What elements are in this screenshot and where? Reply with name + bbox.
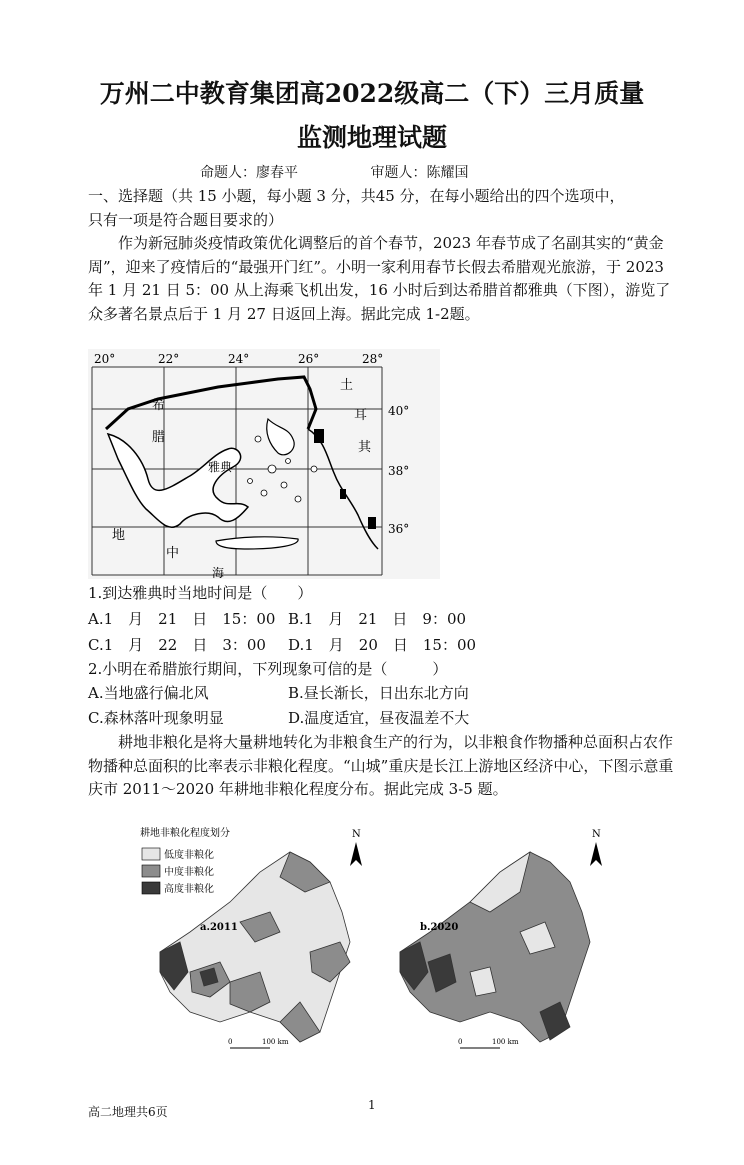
legend-item-mid: 中度非粮化: [164, 867, 214, 878]
q2-option-c: C.森林落叶现象明显: [88, 709, 224, 727]
scale-length: 100 km: [262, 1038, 289, 1046]
title-line-1: 万州二中教育集团高2022级高二（下）三月质量: [99, 79, 645, 108]
sea-label: 中: [166, 546, 180, 561]
lon-label: 20°: [94, 352, 116, 366]
passage-2: [88, 731, 676, 802]
legend-title: 耕地非粮化程度划分: [140, 828, 230, 839]
legend-swatch-high: [142, 882, 160, 894]
greece-map: [88, 349, 440, 579]
section-line-2: 只有一项是符合题目要求的）: [88, 210, 284, 229]
turkey-label: 土: [340, 378, 354, 393]
q1-option-d: D.1 月 20 日 15：00: [288, 636, 477, 654]
reviewer: 审题人：陈耀国: [370, 165, 469, 181]
passage-2-line: 耕地非粮化是将大量耕地转化为非粮食生产的行为，以非粮食作物: [118, 733, 554, 751]
passage-1-line: 首都雅典（下图），游览了众多著名景点后于 1 月 27 日返回上海。据此完成 1-2: [88, 281, 671, 323]
lat-label: 38°: [388, 464, 410, 478]
q2-option-b: B.昼长渐长，日出东北方向: [288, 684, 469, 702]
label-2011: a.2011: [200, 922, 238, 933]
sea-label: 地: [112, 528, 126, 543]
passage-1-line: 的“黄金周”，迎来了疫情后的“最强开门红”。小明一家利用春节长假去希腊: [88, 234, 664, 276]
scale-zero: 0: [228, 1038, 233, 1046]
legend-item-low: 低度非粮化: [164, 850, 214, 861]
q1-option-b: B.1 月 21 日 9：00: [288, 610, 467, 628]
scale-bar-a: [228, 1038, 289, 1048]
north-arrow-b: [590, 829, 602, 866]
q1-option-a: A.1 月 21 日 15：00: [88, 610, 276, 628]
q2-option-a: A.当地盛行偏北风: [88, 684, 209, 702]
lon-label: 26°: [298, 352, 320, 366]
q2-option-d: D.温度适宜，昼夜温差不大: [288, 709, 470, 727]
authors: [200, 162, 468, 182]
passage-1-line: 观光旅游，于 2023 年 1 月 21 日 5：00 从上海乘飞机出发，16 小时后到达希腊: [88, 257, 664, 299]
q1-option-c: C.1 月 22 日 3：00: [88, 636, 266, 654]
section-line-1: 一、选择题（共 15 小题，每小题 3 分，共45 分，在每小题给出的四个选项中，: [88, 187, 625, 205]
page-number: 1: [368, 1098, 376, 1112]
q2-stem: 2.小明在希腊旅行期间，下列现象可信的是（ ）: [88, 660, 448, 678]
legend-swatch-low: [142, 848, 160, 860]
sea-label: 海: [212, 566, 225, 579]
passage-2-line: 是长江上游地区经济中心，下图示意重庆市 2011～2020 年耕地非粮化程: [88, 756, 674, 798]
title-line-2: 监测地理试题: [296, 123, 447, 152]
lat-label: 36°: [388, 522, 410, 536]
passage-1-line: 题。: [449, 304, 480, 323]
scale-length: 100 km: [492, 1038, 519, 1046]
proposer: 命题人：廖春平: [200, 165, 298, 181]
q1-stem: 1.到达雅典时当地时间是（ ）: [88, 584, 313, 602]
section-heading: [88, 185, 676, 232]
north-arrow-a: [350, 829, 362, 866]
chongqing-maps: [130, 822, 620, 1062]
legend-swatch-mid: [142, 865, 160, 877]
turkey-label: 其: [358, 440, 372, 455]
lon-label: 22°: [158, 352, 180, 366]
passage-1: [88, 232, 676, 326]
lat-label: 40°: [388, 404, 410, 418]
passage-2-line: 度分布。据此完成 3-5 题。: [323, 780, 508, 798]
lon-label: 24°: [228, 352, 250, 366]
lon-label: 28°: [362, 352, 384, 366]
label-2020: b.2020: [420, 922, 459, 933]
map-2020: [400, 852, 590, 1042]
north-label: N: [592, 829, 601, 840]
map-2011: [160, 852, 350, 1042]
north-label: N: [352, 829, 361, 840]
greece-label: 腊: [152, 430, 166, 445]
athens-label: 雅典: [208, 460, 233, 474]
passage-1-line: 作为新冠肺炎疫情政策优化调整后的首个春节，2023 年春节成了名副其实: [118, 234, 611, 252]
turkey-label: 耳: [354, 408, 368, 423]
greece-label: 希: [152, 398, 166, 413]
passage-2-line: 播种总面积占农作物播种总面积的比率表示非粮化程度。“山城”重庆: [88, 733, 674, 775]
footer-text: 高二地理共6页: [88, 1105, 168, 1119]
scale-bar-b: [458, 1038, 519, 1048]
legend-item-high: 高度非粮化: [164, 884, 214, 895]
scale-zero: 0: [458, 1038, 463, 1046]
